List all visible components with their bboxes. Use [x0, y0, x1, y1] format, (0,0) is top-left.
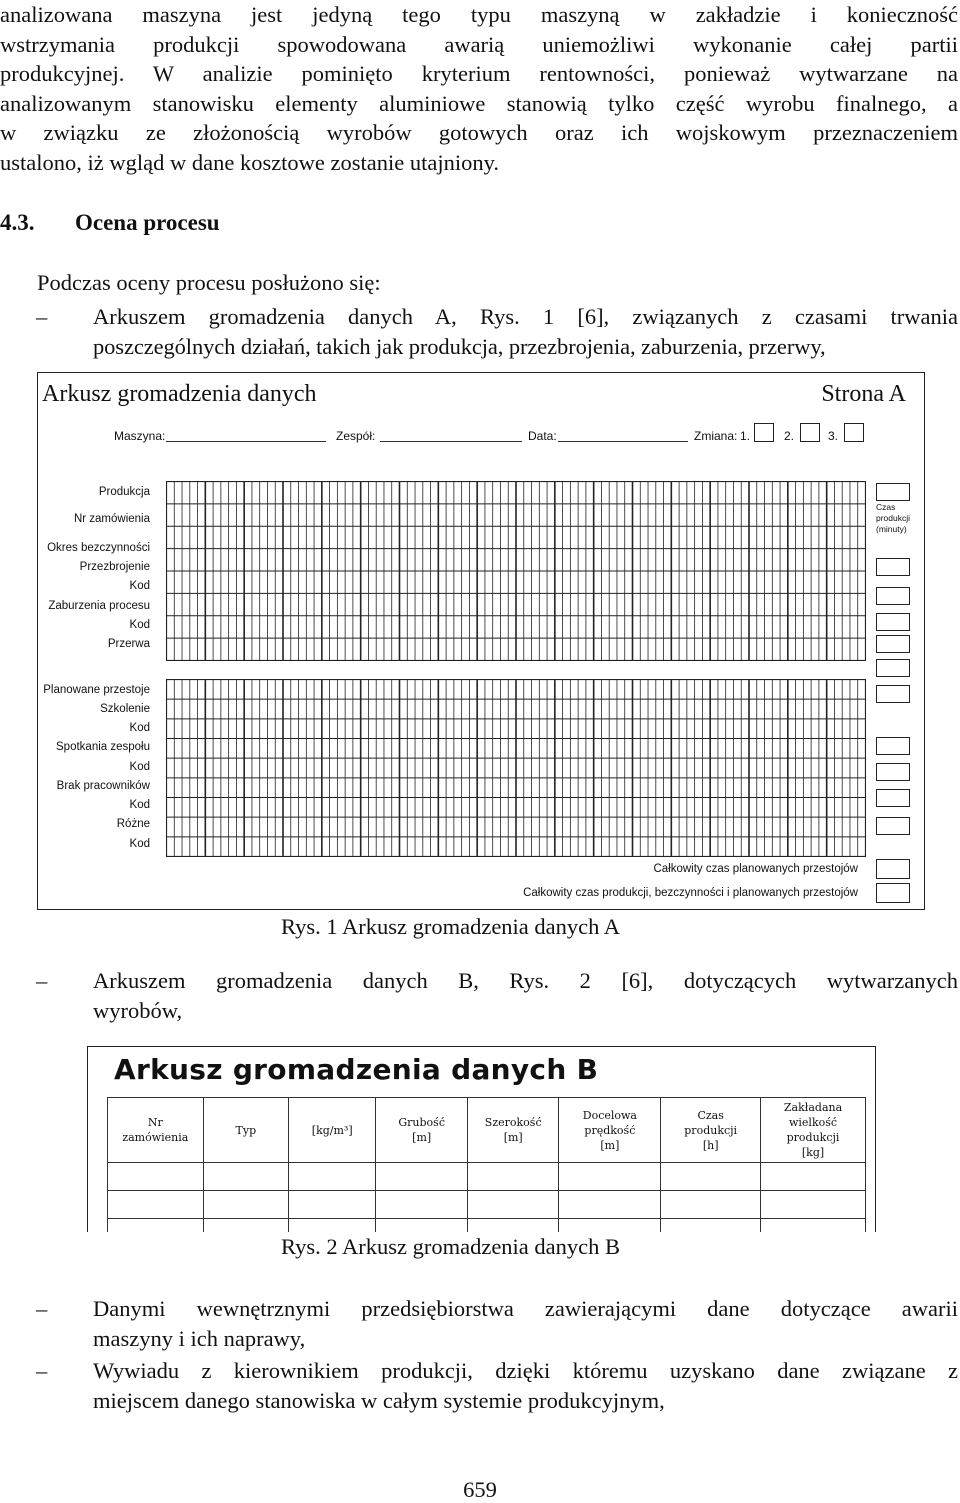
text-line: analizowanym stanowisku elementy aluminiowe stanowią tylko część wyrobu finalnego, a: [0, 90, 958, 116]
summary-box: [876, 685, 910, 703]
summary-box: [876, 635, 910, 653]
header-text-line: Nr: [147, 1116, 163, 1129]
row-label: Spotkania zespołu: [56, 741, 150, 753]
field-maszyna-line: [166, 441, 326, 442]
table-header-cell: [467, 1098, 559, 1163]
header-text-line: Zakładana: [783, 1101, 843, 1114]
text-line: ustalono, iż wgląd w dane kosztowe zostanie utajniony.: [0, 149, 500, 175]
text-line: wyrobów,: [93, 998, 183, 1023]
header-text-line: [kg/m³]: [311, 1123, 353, 1137]
field-zespol-label: Zespół:: [336, 429, 376, 443]
text-line: w związku ze złożonością wyrobów gotowych oraz ich wojskowym przeznaczeniem: [0, 120, 958, 145]
dash-bullet: –: [36, 304, 48, 329]
field-zespol-line: [380, 441, 522, 442]
figure-sheet-a: [37, 372, 925, 910]
list-item: [0, 302, 958, 362]
row-label: Nr zamówienia: [73, 513, 150, 525]
header-text-line: Docelowa: [582, 1108, 637, 1122]
summary-box: [876, 817, 910, 835]
text-line: Arkuszem gromadzenia danych B, Rys. 2 [6], dotyczących wytwarzanych: [93, 968, 958, 993]
header-text-line: produkcji: [684, 1123, 738, 1137]
field-zmiana-label: Zmiana:: [694, 429, 738, 443]
list-item: [0, 1294, 958, 1354]
row-label: Kod: [129, 619, 150, 631]
header-text-line: Czas: [697, 1108, 724, 1122]
sheet-b-table: [107, 1097, 866, 1232]
row-label: Brak pracowników: [56, 780, 150, 792]
table-header-cell: [108, 1098, 204, 1163]
row-label: Przerwa: [107, 638, 150, 650]
section-title: Ocena procesu: [75, 210, 220, 235]
row-label: Zaburzenia procesu: [48, 600, 150, 612]
total-box: [876, 859, 910, 879]
text-line: produkcyjnej. W analizie pominięto kryterium rentowności, ponieważ wytwarzane na: [0, 61, 958, 86]
table-row: [108, 1163, 866, 1191]
table-header-cell: [661, 1098, 761, 1163]
summary-box: [876, 587, 910, 605]
shift-3-label: 3.: [828, 429, 839, 443]
summary-box: [876, 483, 910, 501]
sheet-b-title: Arkusz gromadzenia danych B: [114, 1053, 599, 1086]
sheet-a-title: Arkusz gromadzenia danych: [42, 381, 317, 407]
intro-text: Podczas oceny procesu posłużono się:: [37, 270, 381, 295]
text-line: miejscem danego stanowiska w całym systemie produkcyjnym,: [93, 1388, 665, 1413]
text-line: Wywiadu z kierownikiem produkcji, dzięki któremu uzyskano dane związane z: [93, 1358, 958, 1383]
czas-label-line: produkcji: [876, 513, 911, 523]
paragraph-intro: [0, 0, 958, 177]
row-label: Różne: [116, 818, 150, 830]
shift-1-label: 1.: [740, 429, 751, 443]
figure-caption-2: Rys. 2 Arkusz gromadzenia danych B: [281, 1234, 621, 1259]
sheet-a-header-fields: [38, 423, 926, 449]
row-label: Planowane przestoje: [43, 684, 150, 696]
section-heading: [0, 210, 220, 236]
header-text-line: [kg]: [801, 1146, 825, 1159]
header-text-line: Szerokość: [484, 1116, 542, 1129]
text-line: Danymi wewnętrznymi przedsiębiorstwa zawierającymi dane dotyczące awarii: [93, 1296, 958, 1321]
summary-box: [876, 789, 910, 807]
table-header-row: [108, 1098, 866, 1163]
header-text-line: prędkość: [584, 1123, 636, 1137]
shift-1-checkbox: [754, 423, 774, 442]
section-number: 4.3.: [0, 210, 35, 235]
row-label: Okres bezczynności: [47, 542, 150, 554]
czas-produkcji-label: [876, 502, 910, 535]
shift-2-checkbox: [800, 423, 820, 442]
text-line: maszyny i ich naprawy,: [93, 1326, 306, 1351]
row-label: Produkcja: [98, 486, 150, 498]
field-data-line: [558, 441, 688, 442]
summary-box: [876, 763, 910, 781]
row-label: Kod: [129, 761, 150, 773]
sheet-a-page: Strona A: [821, 381, 906, 407]
table-header-cell: [289, 1098, 376, 1163]
row-label: Kod: [129, 838, 150, 850]
czas-label-line: Czas: [876, 502, 896, 512]
time-grid-lower: [166, 679, 866, 857]
text-line: Arkuszem gromadzenia danych A, Rys. 1 [6], związanych z czasami trwania: [93, 304, 958, 329]
row-label: Przezbrojenie: [79, 561, 150, 573]
row-label: Kod: [129, 799, 150, 811]
shift-2-label: 2.: [784, 429, 795, 443]
header-text-line: wielkość: [788, 1116, 838, 1129]
table-row: [108, 1219, 866, 1233]
table-header-cell: [761, 1098, 866, 1163]
figure-caption-1: Rys. 1 Arkusz gromadzenia danych A: [281, 914, 621, 939]
summary-box: [876, 659, 910, 677]
total-planned-downtime-label: Całkowity czas planowanych przestojów: [653, 863, 858, 875]
total-time-label: Całkowity czas produkcji, bezczynności i planowanych przestojów: [523, 887, 858, 899]
text-line: analizowana maszyna jest jedyną tego typu maszyną w zakładzie i konieczność: [0, 2, 958, 27]
row-label: Szkolenie: [100, 703, 150, 715]
table-row: [108, 1191, 866, 1219]
czas-label-line: (minuty): [876, 524, 907, 534]
total-box: [876, 883, 910, 903]
figure-sheet-b: [87, 1046, 876, 1232]
summary-box: [876, 613, 910, 631]
list-item: [0, 1356, 958, 1416]
table-header-cell: [559, 1098, 661, 1163]
header-text-line: produkcji: [786, 1131, 840, 1144]
header-text-line: [m]: [503, 1131, 523, 1144]
shift-3-checkbox: [844, 423, 864, 442]
page-number: 659: [463, 1477, 497, 1502]
dash-bullet: –: [36, 1296, 48, 1321]
field-data-label: Data:: [528, 429, 557, 443]
table-header-cell: [203, 1098, 288, 1163]
dash-bullet: –: [36, 1358, 48, 1383]
time-grid-upper: [166, 481, 866, 661]
row-label: Kod: [129, 722, 150, 734]
field-maszyna-label: Maszyna:: [114, 429, 166, 443]
header-text-line: Grubość: [398, 1116, 445, 1129]
text-line: poszczególnych działań, takich jak produkcja, przezbrojenia, zaburzenia, przerwy,: [93, 334, 826, 359]
header-text-line: [h]: [702, 1138, 719, 1152]
header-text-line: zamówienia: [122, 1131, 189, 1144]
text-line: wstrzymania produkcji spowodowana awarią uniemożliwi wykonanie całej partii: [0, 31, 958, 57]
header-text-line: [m]: [412, 1131, 432, 1144]
summary-box: [876, 558, 910, 576]
list-item: [0, 966, 958, 1026]
header-text-line: [m]: [600, 1138, 620, 1152]
row-label: Kod: [129, 580, 150, 592]
table-header-cell: [376, 1098, 468, 1163]
header-text-line: Typ: [235, 1123, 257, 1137]
summary-box: [876, 737, 910, 755]
dash-bullet: –: [36, 968, 48, 993]
